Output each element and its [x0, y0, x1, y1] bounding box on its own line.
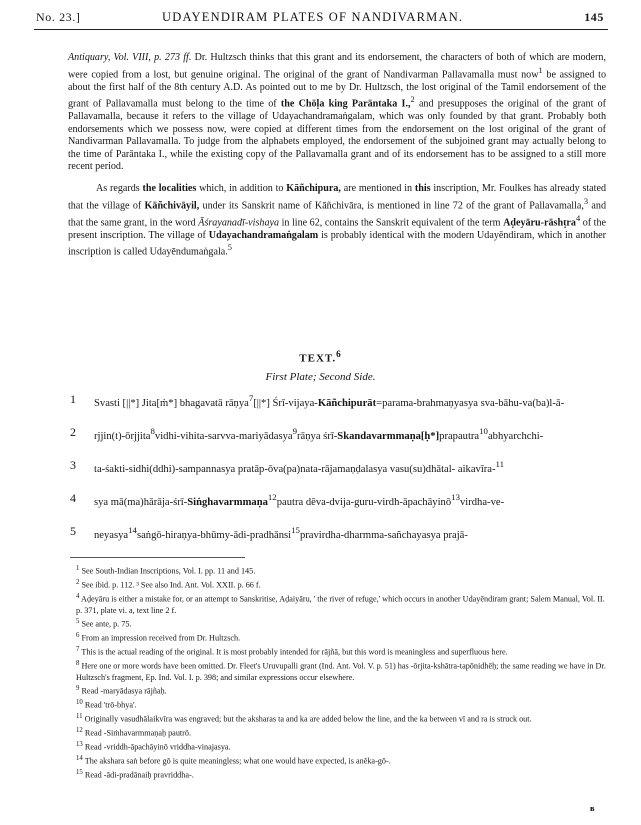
- footnote: $^1$ See South-Indian Inscriptions, Vol. I. pp. 11 and 145.: [76, 565, 256, 576]
- emphasis: the Chōḷa king Parāntaka I.,: [280, 98, 411, 110]
- emphasis: this: [414, 183, 431, 195]
- emphasis: Udayachandramaṅgalam: [208, 229, 319, 241]
- intro-paragraph-1: Antiquary, Vol. VIII, p. 273 ff. Dr. Hultzsch thinks that this grant and its endorsement, the characters of both of which are modern, were copied from a lost, but genuine original. The original of the grant of Nandivarman Pallavamalla must now$^1$ be assigned to about the first half of the 8th century A.D. As pointed out to me by Dr. Hultzsch, the lost original of the Tamil endorsement of the grant of Pallavamalla must belong to the time of the Chōḷa king Parāntaka I.,$^2$ and presupposes the original of the grant of Pallavamalla, because it refers to the village of Udayachandramaṅgalam, which was only founded by that grant. Probably both endorsements which we possess now, were copied at different times from the endorsement on the lost original of the grant of Nandivarman Pallavamalla. To judge from the alphabets employed, the endorsement of the subjoined grant may actually belong to the time of Parāntaka I., while the existing copy of the Pallavamalla grant and of its endorsement has to be assigned to a still more recent period.: [68, 52, 607, 173]
- footnote: $^{15}$ Read -ādi-pradānaiḥ pravriddha-.: [76, 768, 194, 780]
- inscription-line: 3 ta-śakti-sidhi(ddhi)-sampannasya pratāp-ōva(pa)nata-rājamaṇḍalasya vasu(su)dhātal- aikavīra-$^{11}$: [70, 458, 505, 475]
- citation-journal: Antiquary, Vol. VIII, p. 273 ff.: [68, 52, 192, 63]
- footnote-ref: 5: [227, 243, 232, 253]
- footnote-ref: 13: [451, 492, 460, 502]
- footnote-rule: [70, 557, 245, 558]
- footnote: $^6$ From an impression received from Dr. Hultzsch.: [76, 631, 241, 643]
- line-number: 3: [70, 458, 76, 472]
- intro-paragraph-2: As regards the localities which, in addition to Kāñchipura, are mentioned in this inscription, Mr. Foulkes has already stated that the village of Kāñchivāyil, under its Sanskrit name of Kāñchivāra, is mentioned in line 72 of the grant of Pallavamalla,$^3$ and that the same grant, in the word Āśrayanadī-vishaya in line 62, contains the Sanskrit equivalent of the term Aḍeyāru-rāshṭra$^4$ of the present inscription. The village of Udayachandramaṅgalam is probably identical with the modern Udayēndiram, which in another inscription is called Udayēndumaṅgala.$^5$: [68, 183, 607, 258]
- footnote: $^{10}$ Read 'trō-bhya'.: [76, 698, 137, 710]
- footnote-ref: 8: [150, 426, 155, 436]
- inscription-line: 2 rjjin(t)-ōrjjita$^8$vidhi-vihita-sarvva-mariyādasya$^9$rāṇya śrī-Skandavarmmaṇa[ḥ*]prapautra$^{10}$abhyarchchi-: [70, 425, 544, 442]
- emphasis: the localities: [142, 183, 197, 195]
- inscription-line: 5 neyasya$^{14}$saṅgō-hiraṇya-bhūmy-ādi-pradhānsi$^{15}$pravirdha-dharmma-sañchayasya prajā-: [70, 524, 468, 541]
- emphasis: Aḍeyāru-rāshṭra: [503, 216, 576, 228]
- footnote-ref: 2: [410, 95, 415, 105]
- intro-text: [68, 52, 606, 259]
- footnote: $^4$ Aḍeyāru is either a mistake for, or an attempt to Sanskritise, Aḍaiyāru, ' the river of refuge,' which occurs in another Udayēndiram grant; Salem Manual, Vol. II. p. 371, plate vi. a, text line 2 f.: [76, 592, 605, 615]
- page-number: 145: [584, 10, 604, 24]
- footnote-ref: 6: [336, 349, 342, 359]
- king-name: Siṅghavarmmaṇa: [187, 496, 268, 508]
- footnote: $^{14}$ The akshara saṅ before gō is quite meaningless; what one would have expected, is anēka-gō-.: [76, 754, 391, 766]
- emphasis: Kāñchipura,: [286, 183, 341, 195]
- line-number: 2: [70, 425, 76, 439]
- header-rule: [34, 29, 608, 30]
- footnote: $^5$ See ante, p. 75.: [76, 618, 132, 629]
- footnote-ref: 14: [128, 525, 137, 535]
- text-heading: TEXT.$^6$: [299, 349, 342, 365]
- emphasis: Kāñchivāyil,: [144, 200, 200, 212]
- footnote: $^{12}$ Read -Siṁhavarmmaṇaḥ pautrō.: [76, 726, 192, 738]
- line-number: 1: [70, 392, 76, 406]
- footnote-ref: 11: [495, 459, 505, 469]
- footnote-ref: 10: [479, 426, 488, 436]
- line-number: 4: [70, 491, 76, 505]
- article-title: UDAYENDIRAM PLATES OF NANDIVARMAN.: [162, 10, 464, 24]
- running-header: [36, 10, 604, 28]
- inscription-line: 4 sya mā(ma)hārāja-śrī-Siṅghavarmmaṇa$^{12}$pautra dēva-dvija-guru-virdh-āpachāyinō$^{13}$virdha-ve-: [70, 491, 505, 508]
- article-number: No. 23.]: [36, 10, 81, 24]
- inscription-line: 1 Svasti [||*] Jita[ṁ*] bhagavatā rāṇya$^7$[||*] Śrī-vijaya-Kāñchipurāt=parama-brahmaṇyasya sva-bāhu-va(ba)l-ā-: [70, 392, 565, 409]
- printer-signature-mark: ᴮ: [590, 805, 595, 817]
- footnotes: [76, 563, 606, 781]
- footnote: $^2$ See ibid. p. 112. ³ See also Ind. Ant. Vol. XXII. p. 66 f.: [76, 578, 261, 590]
- footnote: $^{11}$ Originally vasudhālaikvīra was engraved; but the aksharas ta and ka are added below the line, and the ka between vī and ra is struck out.: [76, 712, 532, 724]
- inscription-lines: [70, 392, 610, 557]
- king-name: Skandavarmmaṇa[ḥ*]: [337, 430, 440, 442]
- footnote-ref: 7: [248, 393, 254, 403]
- footnote-ref: 1: [538, 65, 543, 75]
- plate-title: First Plate; Second Side.: [265, 371, 376, 383]
- footnote: $^{13}$ Read -vriddh-āpachāyinō vriddha-vinajasya.: [76, 740, 231, 752]
- footnote-ref: 4: [575, 213, 581, 223]
- emphasis-italic: Āśrayanadī-vishaya: [198, 216, 280, 228]
- line-number: 5: [70, 524, 76, 538]
- footnote-ref: 9: [292, 426, 297, 436]
- footnote: $^9$ Read -maryādasya rājñaḥ.: [76, 684, 167, 696]
- footnote-ref: 3: [583, 196, 589, 206]
- footnote: $^7$ This is the actual reading of the original. It is most probably intended for rājñā, but this word is meaningless and superfluous here.: [76, 645, 508, 657]
- place-name: Kāñchipurāt: [317, 397, 377, 409]
- footnote-ref: 12: [267, 492, 277, 502]
- footnote-ref: 15: [291, 525, 300, 535]
- footnote: $^8$ Here one or more words have been omitted. Dr. Fleet's Uruvupalli grant (Ind. Ant. Vol. V. p. 51) has -ōrjita-kshātra-tapōnidhēḥ; the same reading we have in Dr. Hultzsch's fragment, Ep. Ind. Vol. I. p. 398; and similar expressions occur elsewhere.: [76, 659, 606, 682]
